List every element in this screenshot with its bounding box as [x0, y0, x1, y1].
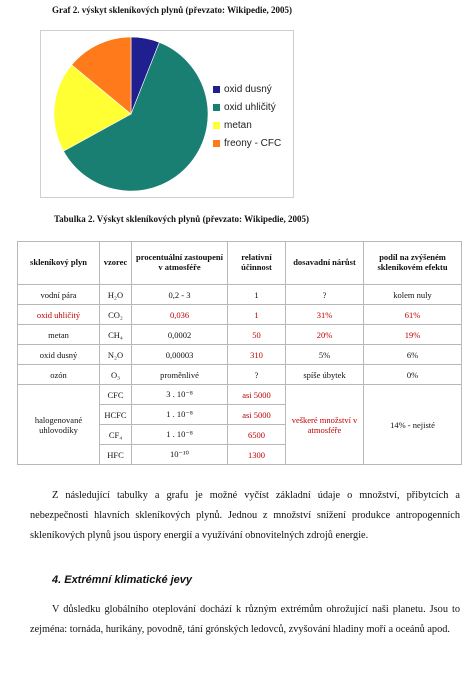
section-heading: 4. Extrémní klimatické jevy: [52, 574, 193, 586]
cell-efficiency: 1300: [228, 445, 286, 465]
cell-share: 6%: [364, 345, 462, 365]
legend-label: freony - CFC: [224, 137, 282, 149]
table-row: [18, 285, 462, 305]
cell-efficiency: asi 5000: [228, 385, 286, 405]
cell-formula: CFC: [100, 385, 132, 405]
cell-halogen-growth: veškeré množství v atmosféře: [286, 385, 364, 465]
cell-percent: 3 . 10⁻⁸: [132, 385, 228, 405]
cell-growth: spíše úbytek: [286, 365, 364, 385]
cell-percent: 0,2 - 3: [132, 285, 228, 305]
cell-name: oxid uhličitý: [18, 305, 100, 325]
cell-efficiency: asi 5000: [228, 405, 286, 425]
table-row-halogen: [18, 385, 462, 405]
table-row: [18, 365, 462, 385]
header-gas: skleníkový plyn: [18, 242, 100, 285]
table-caption: Tabulka 2. Výskyt skleníkových plynů (převzato: Wikipedie, 2005): [54, 214, 309, 224]
legend-swatch: [213, 122, 220, 129]
legend-label: oxid dusný: [224, 83, 272, 95]
cell-percent: 0,036: [132, 305, 228, 325]
paragraph-extremes: V důsledku globálního oteplování dochází k různým extrémům ohrožující naši planetu. Jsou to zejména: tornáda, hurikány, povodně, tání grónských ledovců, zvyšování hladiny moří a oceánů apod.: [30, 604, 460, 635]
cell-share: kolem nuly: [364, 285, 462, 305]
cell-efficiency: 50: [228, 325, 286, 345]
cell-growth: 20%: [286, 325, 364, 345]
cell-halogen-name: halogenované uhlovodíky: [18, 385, 100, 465]
chart-legend: [213, 80, 281, 152]
legend-swatch: [213, 140, 220, 147]
cell-percent: 10⁻¹⁰: [132, 445, 228, 465]
cell-efficiency: 1: [228, 285, 286, 305]
cell-formula: H₂O: [100, 285, 132, 305]
cell-share: 61%: [364, 305, 462, 325]
legend-swatch: [213, 86, 220, 93]
graph-caption: Graf 2. výskyt skleníkových plynů (převzato: Wikipedie, 2005): [52, 5, 292, 15]
paragraph-intro: Z následující tabulky a grafu je možné vyčíst základní údaje o množství, přibytcích a nebezpečnosti hlavních skleníkových plynů. Jednou z množství snížení produkce antropogenních skleníkových plynů jsou úspory energií a využívání obnovitelných zdrojů energie.: [30, 490, 460, 541]
legend-item-oxid-dusny: [213, 80, 281, 98]
cell-formula: HFC: [100, 445, 132, 465]
cell-name: ozón: [18, 365, 100, 385]
cell-formula: CO₂: [100, 305, 132, 325]
legend-item-oxid-uhlicity: [213, 98, 281, 116]
cell-formula: CH₄: [100, 325, 132, 345]
cell-percent: 1 . 10⁻⁸: [132, 425, 228, 445]
legend-label: oxid uhličitý: [224, 101, 276, 113]
cell-efficiency: ?: [228, 365, 286, 385]
cell-formula: O₃: [100, 365, 132, 385]
cell-name: oxid dusný: [18, 345, 100, 365]
cell-formula: HCFC: [100, 405, 132, 425]
header-share: podíl na zvýšeném skleníkovém efektu: [364, 242, 462, 285]
cell-share: 19%: [364, 325, 462, 345]
cell-name: metan: [18, 325, 100, 345]
header-percent: procentuální zastoupení v atmosféře: [132, 242, 228, 285]
legend-item-metan: [213, 116, 281, 134]
cell-growth: 31%: [286, 305, 364, 325]
pie-chart: [40, 30, 294, 198]
cell-percent: 0,0002: [132, 325, 228, 345]
table-row: [18, 305, 462, 325]
cell-share: 0%: [364, 365, 462, 385]
cell-percent: proměnlivé: [132, 365, 228, 385]
cell-percent: 1 . 10⁻⁸: [132, 405, 228, 425]
table-header-row: [18, 242, 462, 285]
header-efficiency: relativní účinnost: [228, 242, 286, 285]
greenhouse-gas-table: [17, 241, 462, 465]
cell-formula: N₂O: [100, 345, 132, 365]
cell-growth: 5%: [286, 345, 364, 365]
table-row: [18, 325, 462, 345]
cell-name: vodní pára: [18, 285, 100, 305]
cell-efficiency: 1: [228, 305, 286, 325]
cell-efficiency: 310: [228, 345, 286, 365]
table-row: [18, 345, 462, 365]
legend-swatch: [213, 104, 220, 111]
legend-item-freony: [213, 134, 281, 152]
cell-growth: ?: [286, 285, 364, 305]
cell-efficiency: 6500: [228, 425, 286, 445]
cell-percent: 0,00003: [132, 345, 228, 365]
header-formula: vzorec: [100, 242, 132, 285]
header-growth: dosavadní nárůst: [286, 242, 364, 285]
legend-label: metan: [224, 119, 252, 131]
cell-halogen-share: 14% - nejisté: [364, 385, 462, 465]
cell-formula: CF₄: [100, 425, 132, 445]
